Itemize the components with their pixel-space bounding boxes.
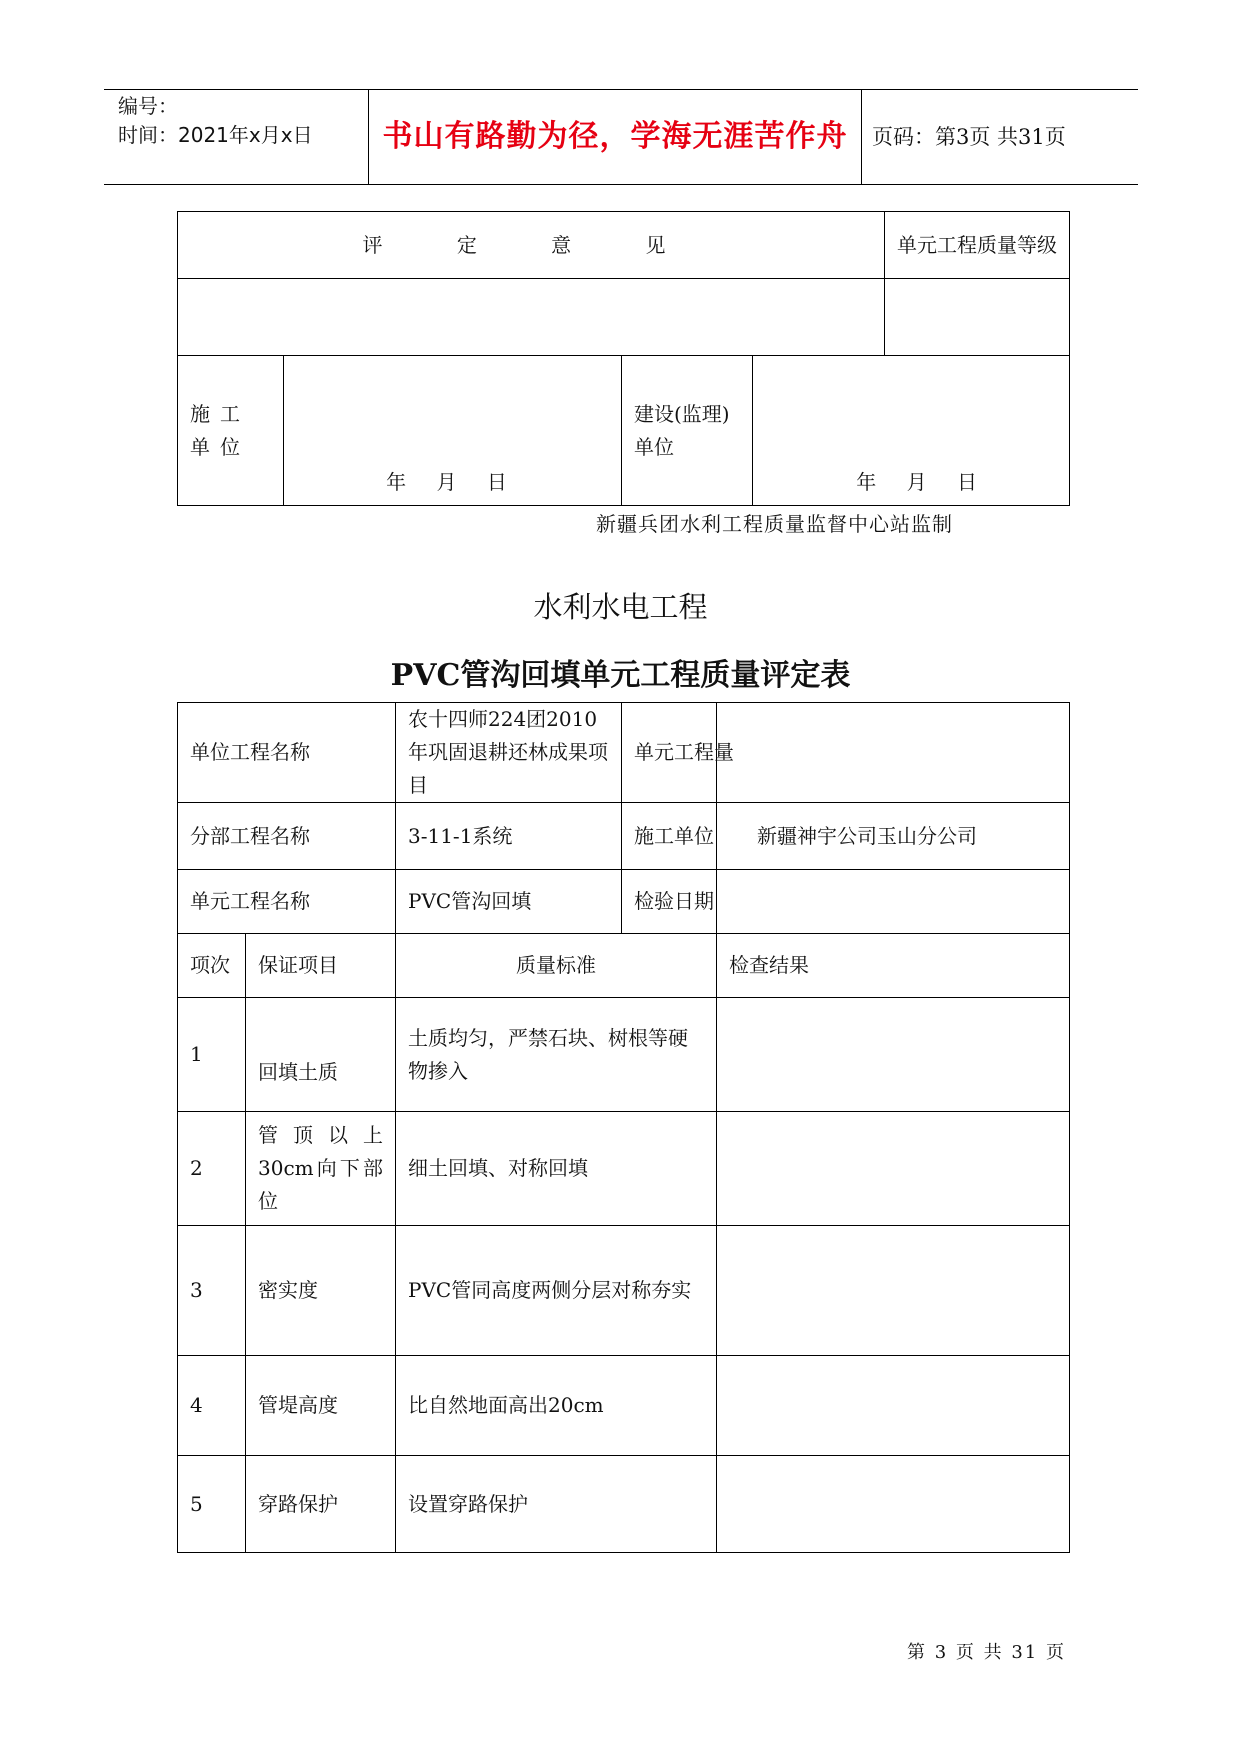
item-result [717, 1456, 1070, 1553]
item-name: 管堤高度 [246, 1356, 396, 1456]
constructor-label: 施工单位 [622, 803, 717, 870]
item-name: 管顶以上30cm向下部位 [246, 1112, 396, 1226]
header-page-number: 页码：第3页 共31页 [872, 125, 1066, 149]
page-title: 水利水电工程 [533, 590, 708, 624]
unit-project-value: 农十四师224团2010年巩固退耕还林成果项目 [396, 703, 622, 803]
item-result [717, 1112, 1070, 1226]
supervision-unit-label: 建设(监理)单位 [622, 356, 753, 506]
element-value: PVC管沟回填 [396, 870, 622, 934]
table-row [178, 1226, 1070, 1356]
item-name: 密实度 [246, 1226, 396, 1356]
element-label: 单元工程名称 [178, 870, 396, 934]
header-meta [118, 92, 313, 150]
grade-cell [885, 279, 1070, 356]
header-divider [861, 90, 862, 184]
header-standard: 质量标准 [396, 934, 717, 998]
construction-unit-label: 施工单位 [178, 356, 284, 506]
table-row [178, 1112, 1070, 1226]
item-result [717, 1356, 1070, 1456]
table-row [178, 998, 1070, 1112]
inspect-date-value [717, 870, 1070, 934]
item-no: 3 [178, 1226, 246, 1356]
item-standard: 细土回填、对称回填 [396, 1112, 717, 1226]
item-result [717, 1226, 1070, 1356]
page-header [104, 89, 1138, 185]
division-label: 分部工程名称 [178, 803, 396, 870]
opinion-header: 评 定 意 见 [178, 212, 885, 279]
item-standard: 比自然地面高出20cm [396, 1356, 717, 1456]
item-no: 1 [178, 998, 246, 1112]
header-item: 保证项目 [246, 934, 396, 998]
constructor-value: 新疆神宇公司玉山分公司 [717, 803, 1070, 870]
monitor-note: 新疆兵团水利工程质量监督中心站监制 [596, 512, 953, 536]
item-no: 5 [178, 1456, 246, 1553]
construction-date: 年 月 日 [284, 356, 622, 506]
supervision-date: 年 月 日 [753, 356, 1070, 506]
unit-quantity-label: 单元工程量 [622, 703, 717, 803]
quality-form-table [177, 702, 1070, 1553]
opinion-cell [178, 279, 885, 356]
evaluation-table [177, 211, 1070, 506]
item-no: 2 [178, 1112, 246, 1226]
unit-quantity-value [717, 703, 1070, 803]
item-standard: PVC管同高度两侧分层对称夯实 [396, 1226, 717, 1356]
item-standard: 设置穿路保护 [396, 1456, 717, 1553]
item-name: 穿路保护 [246, 1456, 396, 1553]
unit-project-label: 单位工程名称 [178, 703, 396, 803]
document-number-label: 编号： [118, 94, 178, 118]
table-row [178, 1456, 1070, 1553]
table-row [178, 1356, 1070, 1456]
header-result: 检查结果 [717, 934, 1070, 998]
item-standard: 土质均匀，严禁石块、树根等硬物掺入 [396, 998, 717, 1112]
item-result [717, 998, 1070, 1112]
header-no: 项次 [178, 934, 246, 998]
page-footer: 第 3 页 共 31 页 [907, 1642, 1066, 1663]
header-motto: 书山有路勤为径，学海无涯苦作舟 [382, 119, 848, 154]
item-name: 回填土质 [246, 998, 396, 1112]
inspect-date-label: 检验日期 [622, 870, 717, 934]
item-no: 4 [178, 1356, 246, 1456]
form-title: PVC管沟回填单元工程质量评定表 [390, 658, 851, 693]
division-value: 3-11-1系统 [396, 803, 622, 870]
document-time-label: 时间：2021年x月x日 [118, 123, 313, 147]
grade-header: 单元工程质量等级 [885, 212, 1070, 279]
